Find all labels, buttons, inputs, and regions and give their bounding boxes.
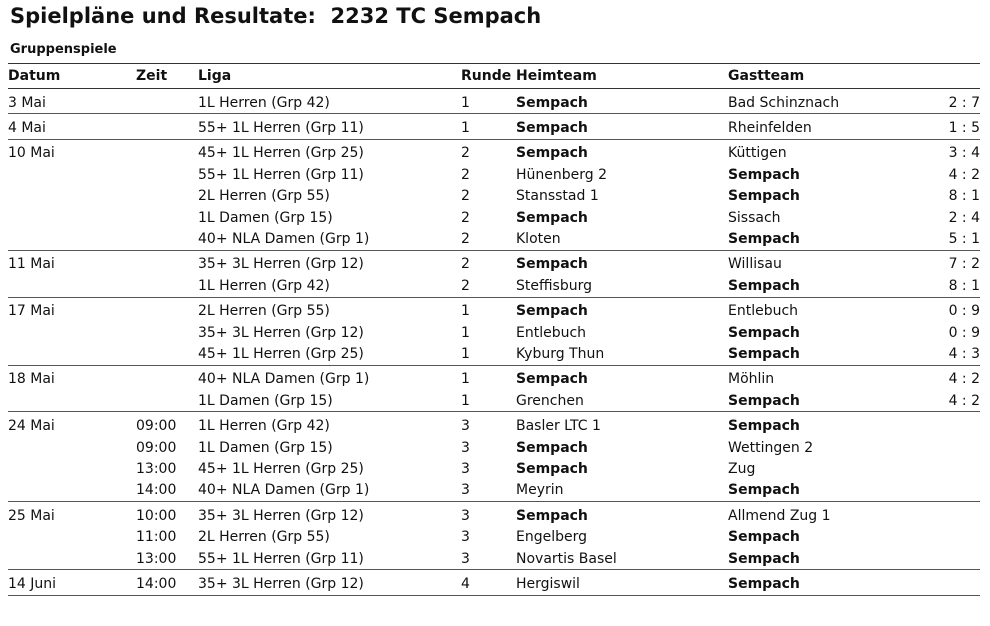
liga-cell: 35+ 3L Herren (Grp 12) [198,507,364,524]
liga-cell: 40+ NLA Damen (Grp 1) [198,482,370,499]
score-cell: 1 : 5 [948,120,980,137]
round-cell: 3 [461,550,470,567]
date-cell [8,437,136,458]
guest-team-cell: Zug [728,460,756,477]
date-cell [8,480,136,502]
time-cell [136,322,198,343]
date-cell: 24 Mai [8,418,55,435]
score-cell: 8 : 1 [948,277,980,294]
score-cell: 4 : 3 [948,345,980,362]
table-row [8,164,980,185]
time-cell: 13:00 [136,550,177,567]
liga-cell: 1L Herren (Grp 42) [198,94,330,111]
round-cell: 1 [461,392,470,409]
guest-team-cell: Sempach [728,231,800,248]
schedule-table [8,63,980,596]
guest-team-cell: Bad Schinznach [728,94,840,111]
date-cell [8,458,136,479]
time-cell: 11:00 [136,529,177,546]
guest-team-cell: Sempach [728,166,800,183]
score-cell [918,502,980,527]
column-header-time: Zeit [136,64,198,89]
liga-cell: 55+ 1L Herren (Grp 11) [198,120,364,137]
score-cell: 4 : 2 [948,371,980,388]
table-row [8,480,980,502]
column-header-guest: Gastteam [728,64,918,89]
guest-team-cell: Sempach [728,575,800,592]
home-team-cell: Sempach [516,460,588,477]
date-cell: 25 Mai [8,507,55,524]
table-row [8,343,980,365]
time-cell: 09:00 [136,418,177,435]
home-team-cell: Novartis Basel [516,550,617,567]
guest-team-cell: Sempach [728,345,800,362]
date-cell [8,186,136,207]
home-team-cell: Basler LTC 1 [516,418,601,435]
page-title: Spielpläne und Resultate: 2232 TC Sempach [10,4,542,28]
time-cell [136,207,198,228]
table-header [8,64,980,89]
liga-cell: 1L Damen (Grp 15) [198,209,333,226]
score-cell: 0 : 9 [948,303,980,320]
date-cell [8,526,136,547]
day-group [8,139,980,250]
table-row [8,89,980,114]
time-cell [136,365,198,390]
liga-cell: 40+ NLA Damen (Grp 1) [198,231,370,248]
liga-cell: 35+ 3L Herren (Grp 12) [198,324,364,341]
table-row [8,437,980,458]
round-cell: 2 [461,277,470,294]
time-cell: 10:00 [136,507,177,524]
home-team-cell: Sempach [516,120,588,137]
date-cell: 3 Mai [8,94,46,111]
guest-team-cell: Willisau [728,256,782,273]
guest-team-cell: Entlebuch [728,303,799,320]
home-team-cell: Sempach [516,303,588,320]
date-cell [8,322,136,343]
round-cell: 1 [461,94,470,111]
time-cell [136,228,198,250]
table-row [8,114,980,139]
table-row [8,139,980,164]
guest-team-cell: Sempach [728,529,800,546]
column-header-date: Datum [8,64,136,89]
liga-cell: 35+ 3L Herren (Grp 12) [198,575,364,592]
round-cell: 4 [461,575,470,592]
score-cell: 4 : 2 [948,166,980,183]
table-row [8,250,980,275]
date-cell [8,343,136,365]
round-cell: 2 [461,209,470,226]
liga-cell: 1L Herren (Grp 42) [198,277,330,294]
time-cell [136,390,198,412]
round-cell: 2 [461,256,470,273]
home-team-cell: Grenchen [516,392,584,409]
table-row [8,322,980,343]
home-team-cell: Steffisburg [516,277,592,294]
round-cell: 3 [461,439,470,456]
time-cell [136,297,198,322]
guest-team-cell: Küttigen [728,145,787,162]
home-team-cell: Sempach [516,507,588,524]
time-cell: 13:00 [136,460,177,477]
guest-team-cell: Allmend Zug 1 [728,507,831,524]
time-cell: 14:00 [136,482,177,499]
guest-team-cell: Rheinfelden [728,120,812,137]
date-cell: 10 Mai [8,145,55,162]
date-cell: 18 Mai [8,371,55,388]
date-cell: 11 Mai [8,256,55,273]
date-cell: 14 Juni [8,575,57,592]
home-team-cell: Hünenberg 2 [516,166,608,183]
guest-team-cell: Sempach [728,550,800,567]
round-cell: 1 [461,345,470,362]
table-row [8,390,980,412]
guest-team-cell: Sissach [728,209,781,226]
day-group [8,89,980,114]
guest-team-cell: Sempach [728,324,800,341]
liga-cell: 35+ 3L Herren (Grp 12) [198,256,364,273]
round-cell: 2 [461,166,470,183]
time-cell [136,343,198,365]
liga-cell: 2L Herren (Grp 55) [198,188,330,205]
time-cell [136,275,198,297]
score-cell [918,458,980,479]
header-row [8,64,980,89]
time-cell [136,164,198,185]
round-cell: 3 [461,418,470,435]
liga-cell: 45+ 1L Herren (Grp 25) [198,145,364,162]
day-group [8,412,980,502]
home-team-cell: Sempach [516,371,588,388]
round-cell: 2 [461,188,470,205]
day-group [8,250,980,297]
column-header-home: Heimteam [516,64,728,89]
date-cell [8,207,136,228]
day-group [8,114,980,139]
score-cell [918,437,980,458]
liga-cell: 55+ 1L Herren (Grp 11) [198,550,364,567]
score-cell [918,412,980,437]
round-cell: 2 [461,231,470,248]
liga-cell: 45+ 1L Herren (Grp 25) [198,345,364,362]
score-cell: 4 : 2 [948,392,980,409]
home-team-cell: Sempach [516,439,588,456]
table-row [8,526,980,547]
guest-team-cell: Möhlin [728,371,775,388]
liga-cell: 40+ NLA Damen (Grp 1) [198,371,370,388]
guest-team-cell: Wettingen 2 [728,439,814,456]
home-team-cell: Kyburg Thun [516,345,605,362]
home-team-cell: Sempach [516,256,588,273]
table-row [8,275,980,297]
round-cell: 3 [461,482,470,499]
score-cell: 8 : 1 [948,188,980,205]
liga-cell: 1L Herren (Grp 42) [198,418,330,435]
time-cell [136,250,198,275]
liga-cell: 45+ 1L Herren (Grp 25) [198,460,364,477]
score-cell [918,570,980,595]
round-cell: 3 [461,460,470,477]
date-cell [8,164,136,185]
table-row [8,228,980,250]
score-cell: 3 : 4 [948,145,980,162]
round-cell: 3 [461,529,470,546]
date-cell [8,390,136,412]
section-heading: Gruppenspiele [10,42,117,57]
date-cell [8,228,136,250]
time-cell [136,89,198,114]
guest-team-cell: Sempach [728,188,800,205]
day-group [8,297,980,365]
round-cell: 1 [461,303,470,320]
score-cell [918,480,980,502]
liga-cell: 2L Herren (Grp 55) [198,529,330,546]
table-row [8,458,980,479]
score-cell: 5 : 1 [948,231,980,248]
round-cell: 1 [461,324,470,341]
score-cell [918,526,980,547]
score-cell: 7 : 2 [948,256,980,273]
day-group [8,570,980,595]
table-row [8,412,980,437]
guest-team-cell: Sempach [728,482,800,499]
score-cell [918,548,980,570]
home-team-cell: Entlebuch [516,324,587,341]
time-cell [136,139,198,164]
day-group [8,502,980,570]
round-cell: 1 [461,371,470,388]
table-row [8,502,980,527]
table-row [8,548,980,570]
score-cell: 2 : 7 [948,94,980,111]
column-header-round: Runde [461,64,516,89]
guest-team-cell: Sempach [728,418,800,435]
time-cell: 09:00 [136,439,177,456]
home-team-cell: Hergiswil [516,575,580,592]
table-row [8,297,980,322]
home-team-cell: Meyrin [516,482,564,499]
table-row [8,365,980,390]
column-header-liga: Liga [198,64,461,89]
home-team-cell: Engelberg [516,529,588,546]
date-cell [8,548,136,570]
score-cell: 0 : 9 [948,324,980,341]
time-cell: 14:00 [136,575,177,592]
liga-cell: 2L Herren (Grp 55) [198,303,330,320]
liga-cell: 1L Damen (Grp 15) [198,392,333,409]
date-cell: 17 Mai [8,303,55,320]
column-header-score [918,64,980,89]
home-team-cell: Kloten [516,231,561,248]
date-cell [8,275,136,297]
home-team-cell: Stansstad 1 [516,188,599,205]
guest-team-cell: Sempach [728,392,800,409]
day-group [8,365,980,412]
score-cell: 2 : 4 [948,209,980,226]
home-team-cell: Sempach [516,145,588,162]
liga-cell: 1L Damen (Grp 15) [198,439,333,456]
table-row [8,186,980,207]
time-cell [136,186,198,207]
round-cell: 1 [461,120,470,137]
date-cell: 4 Mai [8,120,46,137]
table-row [8,207,980,228]
time-cell [136,114,198,139]
home-team-cell: Sempach [516,94,588,111]
round-cell: 2 [461,145,470,162]
round-cell: 3 [461,507,470,524]
liga-cell: 55+ 1L Herren (Grp 11) [198,166,364,183]
guest-team-cell: Sempach [728,277,800,294]
home-team-cell: Sempach [516,209,588,226]
table-row [8,570,980,595]
